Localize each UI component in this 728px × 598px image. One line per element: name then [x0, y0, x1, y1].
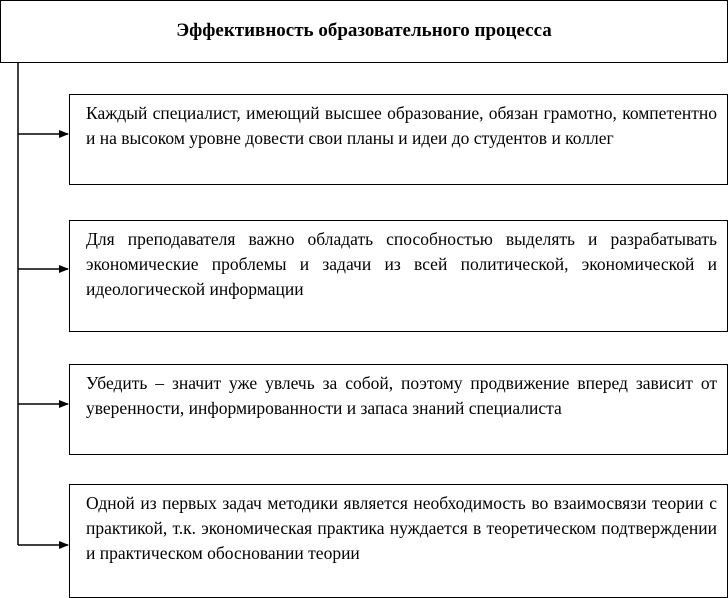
item-text-4: Одной из первых задач методики является необходимость во взаимосвязи теории с практикой, т.к. экономическая практика нуждается в теоретическом подтверждении и практическом обосновании теории — [86, 493, 717, 563]
item-text-3: Убедить – значит уже увлечь за собой, поэтому продвижение вперед зависит от уверенности, информированности и запаса знаний специалиста — [86, 373, 717, 418]
item-text-2: Для преподавателя важно обладать способностью выделять и разрабатывать экономические проблемы и задачи из всей политической, экономической и идеологической информации — [86, 229, 717, 299]
item-box-3 — [69, 364, 728, 455]
item-box-1 — [69, 94, 728, 185]
item-text-1: Каждый специалист, имеющий высшее образование, обязан грамотно, компетентно и на высоком уровне довести свои планы и идеи до студентов и коллег — [86, 103, 717, 148]
diagram-title: Эффективность образовательного процесса — [176, 20, 552, 42]
title-box — [0, 0, 728, 63]
item-box-2 — [69, 220, 728, 332]
item-box-4 — [69, 484, 728, 598]
